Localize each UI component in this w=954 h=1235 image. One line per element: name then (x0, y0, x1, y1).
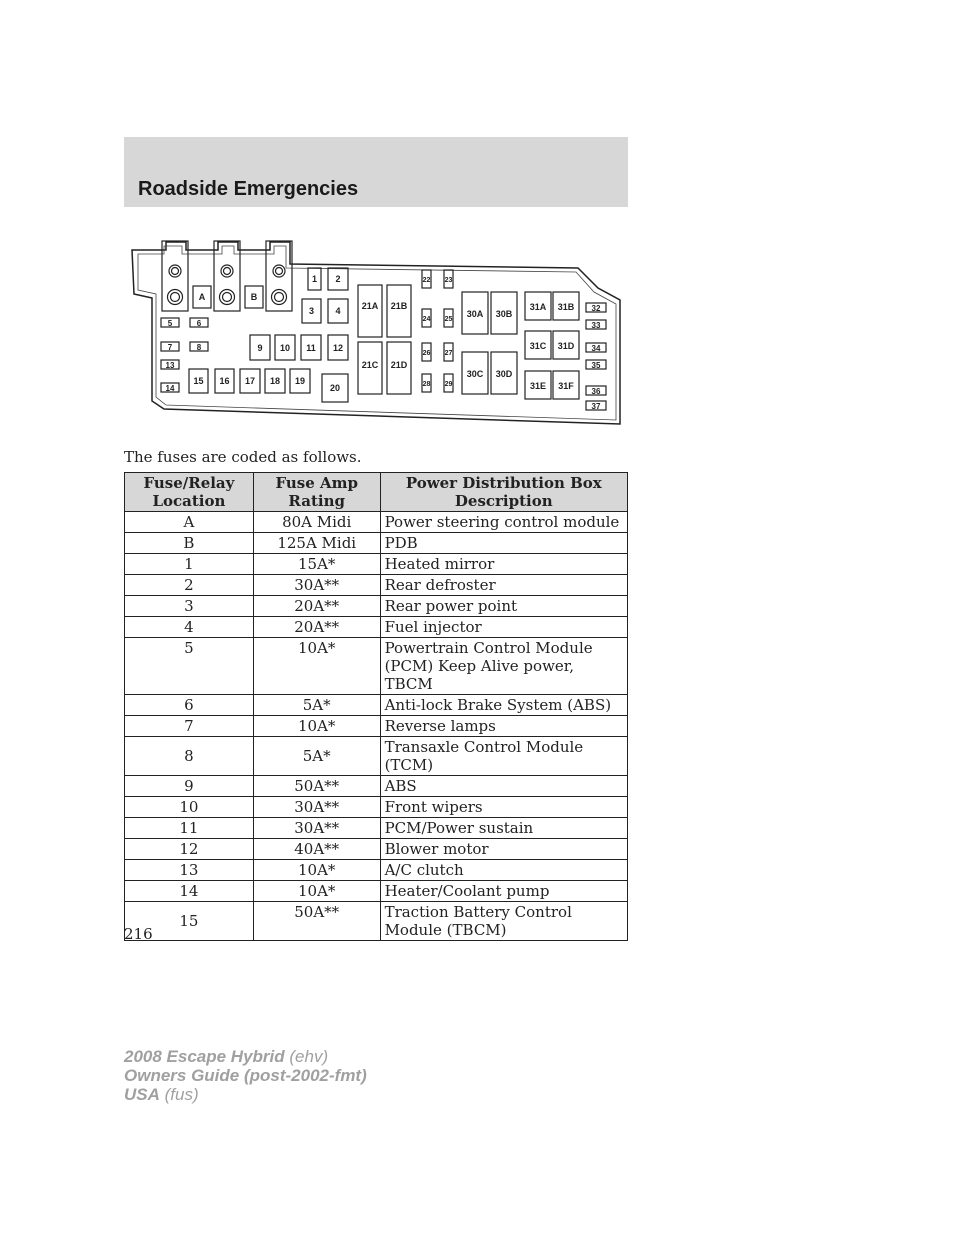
footer-line-3 (124, 1085, 367, 1104)
label-31E: 31E (529, 381, 547, 391)
cell-location: 8 (125, 737, 254, 776)
label-28: 28 (422, 381, 431, 388)
label-12: 12 (332, 343, 344, 353)
cell-description: ABS (380, 776, 627, 797)
label-11: 11 (306, 343, 316, 353)
cell-rating: 80A Midi (253, 512, 380, 533)
label-25: 25 (444, 316, 453, 323)
cell-rating: 15A* (253, 554, 380, 575)
table-row (125, 902, 628, 941)
label-7: 7 (167, 343, 173, 352)
footer-line-2 (124, 1066, 367, 1085)
table-row (125, 737, 628, 776)
cell-rating: 125A Midi (253, 533, 380, 554)
label-21C: 21C (361, 360, 379, 370)
table-row (125, 575, 628, 596)
footer-guide: Owners Guide (post-2002-fmt) (124, 1066, 367, 1085)
fuse-box-diagram (124, 236, 628, 436)
label-6: 6 (196, 319, 202, 328)
cell-location: 6 (125, 695, 254, 716)
label-30A: 30A (466, 309, 484, 319)
cell-location: 15 (125, 902, 254, 941)
section-header-band (124, 137, 628, 207)
table-row (125, 860, 628, 881)
cell-rating: 5A* (253, 737, 380, 776)
label-10: 10 (279, 343, 291, 353)
cell-rating: 10A* (253, 881, 380, 902)
table-row (125, 533, 628, 554)
cell-rating: 10A* (253, 716, 380, 737)
label-13: 13 (165, 361, 175, 370)
label-33: 33 (591, 321, 601, 330)
table-row (125, 695, 628, 716)
cell-location: 11 (125, 818, 254, 839)
cell-location: 7 (125, 716, 254, 737)
cell-rating: 10A* (253, 638, 380, 695)
label-36: 36 (591, 387, 601, 396)
label-30D: 30D (495, 369, 513, 379)
table-row (125, 881, 628, 902)
cell-description: Heated mirror (380, 554, 627, 575)
cell-description: Heater/Coolant pump (380, 881, 627, 902)
cell-rating: 10A* (253, 860, 380, 881)
table-header-row (125, 473, 628, 512)
label-5: 5 (167, 319, 173, 328)
cell-location: 12 (125, 839, 254, 860)
cell-location: 14 (125, 881, 254, 902)
label-34: 34 (591, 344, 601, 353)
column-header-location: Fuse/Relay Location (125, 473, 254, 512)
label-23: 23 (444, 277, 453, 284)
cell-description: Blower motor (380, 839, 627, 860)
label-16: 16 (219, 376, 230, 386)
cell-description: Traction Battery Control Module (TBCM) (380, 902, 627, 941)
cell-rating: 30A** (253, 797, 380, 818)
cell-rating: 30A** (253, 575, 380, 596)
label-30B: 30B (495, 309, 513, 319)
label-17: 17 (244, 376, 256, 386)
cell-location: 13 (125, 860, 254, 881)
table-row (125, 797, 628, 818)
footer (124, 1047, 367, 1104)
table-row (125, 839, 628, 860)
table-row (125, 554, 628, 575)
cell-description: Anti-lock Brake System (ABS) (380, 695, 627, 716)
table-row (125, 596, 628, 617)
table-row (125, 512, 628, 533)
cell-rating: 40A** (253, 839, 380, 860)
footer-market-code: (fus) (164, 1085, 199, 1104)
label-31C: 31C (529, 341, 547, 351)
section-title: Roadside Emergencies (138, 178, 359, 200)
cell-location: 4 (125, 617, 254, 638)
label-29: 29 (444, 381, 453, 388)
label-14: 14 (165, 384, 175, 393)
label-21B: 21B (390, 301, 408, 311)
label-21D: 21D (390, 360, 408, 370)
column-header-description: Power Distribution Box Description (380, 473, 627, 512)
cell-rating: 20A** (253, 617, 380, 638)
footer-market: USA (124, 1085, 160, 1104)
label-30C: 30C (466, 369, 484, 379)
cell-description: Fuel injector (380, 617, 627, 638)
cell-rating: 20A** (253, 596, 380, 617)
page-number: 216 (124, 925, 153, 943)
table-body (125, 512, 628, 941)
cell-location: 5 (125, 638, 254, 695)
column-header-rating: Fuse Amp Rating (253, 473, 380, 512)
label-26: 26 (422, 350, 431, 357)
label-A: A (198, 292, 206, 302)
table-row (125, 818, 628, 839)
label-32: 32 (591, 304, 601, 313)
cell-location: A (125, 512, 254, 533)
cell-description: Rear defroster (380, 575, 627, 596)
label-B: B (250, 292, 258, 302)
label-22: 22 (422, 277, 431, 284)
label-8: 8 (196, 343, 202, 352)
footer-line-1 (124, 1047, 367, 1066)
label-2: 2 (335, 274, 341, 284)
label-24: 24 (422, 316, 431, 323)
label-31D: 31D (557, 341, 575, 351)
cell-rating: 50A** (253, 902, 380, 941)
label-1: 1 (311, 274, 318, 284)
cell-description: A/C clutch (380, 860, 627, 881)
cell-location: 2 (125, 575, 254, 596)
cell-location: 10 (125, 797, 254, 818)
label-18: 18 (269, 376, 281, 386)
cell-rating: 30A** (253, 818, 380, 839)
label-19: 19 (294, 376, 306, 386)
label-21A: 21A (361, 301, 379, 311)
cell-rating: 50A** (253, 776, 380, 797)
cell-description: PDB (380, 533, 627, 554)
label-35: 35 (591, 361, 601, 370)
table-row (125, 617, 628, 638)
label-3: 3 (308, 306, 315, 316)
label-4: 4 (335, 306, 341, 316)
cell-description: Reverse lamps (380, 716, 627, 737)
cell-rating: 5A* (253, 695, 380, 716)
cell-location: B (125, 533, 254, 554)
cell-description: Powertrain Control Module (PCM) Keep Alive power, TBCM (380, 638, 627, 695)
cell-description: PCM/Power sustain (380, 818, 627, 839)
cell-location: 3 (125, 596, 254, 617)
cell-description: Transaxle Control Module (TCM) (380, 737, 627, 776)
label-31F: 31F (558, 381, 574, 391)
cell-description: Power steering control module (380, 512, 627, 533)
footer-model: 2008 Escape Hybrid (124, 1047, 285, 1066)
label-31A: 31A (529, 302, 547, 312)
cell-description: Rear power point (380, 596, 627, 617)
cell-location: 9 (125, 776, 254, 797)
table-row (125, 638, 628, 695)
label-15: 15 (193, 376, 204, 386)
label-37: 37 (591, 402, 601, 411)
label-9: 9 (257, 343, 263, 353)
cell-description: Front wipers (380, 797, 627, 818)
label-31B: 31B (557, 302, 575, 312)
label-20: 20 (329, 383, 341, 393)
cell-location: 1 (125, 554, 254, 575)
fuse-table (124, 472, 628, 941)
label-27: 27 (444, 350, 453, 357)
intro-text: The fuses are coded as follows. (124, 448, 362, 466)
table-row (125, 716, 628, 737)
table-row (125, 776, 628, 797)
footer-model-code: (ehv) (289, 1047, 329, 1066)
